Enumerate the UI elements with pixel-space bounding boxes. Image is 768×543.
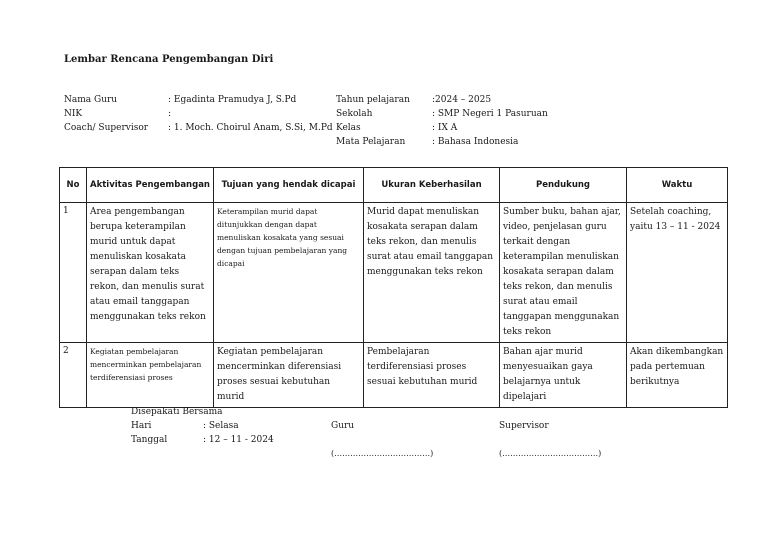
date-value: : 12 – 11 - 2024	[203, 435, 274, 445]
info-label: Coach/ Supervisor	[64, 123, 149, 133]
table-header-row	[60, 168, 728, 203]
info-row-nik	[64, 107, 333, 121]
info-value: :	[168, 109, 172, 119]
agreement-day	[131, 419, 239, 433]
day-label: Hari	[131, 421, 152, 431]
header-pendukung: Pendukung	[500, 168, 627, 203]
agreement-heading: Disepakati Bersama	[131, 407, 223, 417]
cell-tujuan: Keterampilan murid dapat ditunjukkan dengan dapat menuliskan kosakata yang sesuai dengan tujuan pembelajaran yang dicapai	[214, 203, 364, 343]
cell-no: 2	[60, 343, 87, 408]
cell-waktu: Setelah coaching, yaitu 13 – 11 - 2024	[627, 203, 728, 343]
info-right-block	[336, 93, 548, 149]
info-label: Sekolah	[336, 109, 373, 119]
header-waktu: Waktu	[627, 168, 728, 203]
cell-ukuran: Pembelajaran terdiferensiasi proses sesuai kebutuhan murid	[364, 343, 500, 408]
info-label: Kelas	[336, 123, 361, 133]
cell-tujuan: Kegiatan pembelajaran mencerminkan diferensiasi proses sesuai kebutuhan murid	[214, 343, 364, 408]
cell-no: 1	[60, 203, 87, 343]
header-tujuan: Tujuan yang hendak dicapai	[214, 168, 364, 203]
agreement-date	[131, 433, 274, 447]
header-aktivitas: Aktivitas Pengembangan	[87, 168, 214, 203]
info-row-coach	[64, 121, 333, 135]
cell-aktivitas: Area pengembangan berupa keterampilan murid untuk dapat menuliskan kosakata serapan dalam teks rekon, dan menulis surat atau email tanggapan menggunakan teks rekon	[87, 203, 214, 343]
info-row-sekolah	[336, 107, 548, 121]
cell-ukuran: Murid dapat menuliskan kosakata serapan dalam teks rekon, dan menulis surat atau email tanggapan menggunakan teks rekon	[364, 203, 500, 343]
header-ukuran: Ukuran Keberhasilan	[364, 168, 500, 203]
guru-signature-line: (………………………………)	[331, 449, 434, 458]
cell-aktivitas: Kegiatan pembelajaran mencerminkan pembelajaran terdiferensiasi proses	[87, 343, 214, 408]
info-value: : Bahasa Indonesia	[432, 137, 519, 147]
info-left-block	[64, 93, 333, 135]
info-value: : SMP Negeri 1 Pasuruan	[432, 109, 548, 119]
info-row-nama-guru	[64, 93, 333, 107]
table-row	[60, 343, 728, 408]
info-label: Tahun pelajaran	[336, 95, 410, 105]
info-row-mapel	[336, 135, 548, 149]
info-row-kelas	[336, 121, 548, 135]
supervisor-label: Supervisor	[499, 421, 549, 431]
info-label: Nama Guru	[64, 95, 118, 105]
day-value: : Selasa	[203, 421, 239, 431]
info-row-tahun	[336, 93, 548, 107]
info-value: : 1. Moch. Choirul Anam, S.Si, M.Pd	[168, 123, 333, 133]
cell-pendukung: Bahan ajar murid menyesuaikan gaya belajarnya untuk dipelajari	[500, 343, 627, 408]
guru-label: Guru	[331, 421, 355, 431]
info-label: Mata Pelajaran	[336, 137, 406, 147]
info-value: : Egadinta Pramudya J, S.Pd	[168, 95, 297, 105]
info-label: NIK	[64, 109, 83, 119]
table-row	[60, 203, 728, 343]
document-title: Lembar Rencana Pengembangan Diri	[64, 54, 274, 65]
date-label: Tanggal	[131, 435, 168, 445]
info-value: : IX A	[432, 123, 458, 133]
supervisor-signature-line: (………………………………)	[499, 449, 602, 458]
header-no: No	[60, 168, 87, 203]
cell-waktu: Akan dikembangkan pada pertemuan berikutnya	[627, 343, 728, 408]
development-plan-table	[59, 167, 728, 408]
cell-pendukung: Sumber buku, bahan ajar, video, penjelasan guru terkait dengan keterampilan menuliskan kosakata serapan dalam teks rekon, dan menulis surat atau email tanggapan menggunakan teks rekon	[500, 203, 627, 343]
info-value: :2024 – 2025	[432, 95, 492, 105]
